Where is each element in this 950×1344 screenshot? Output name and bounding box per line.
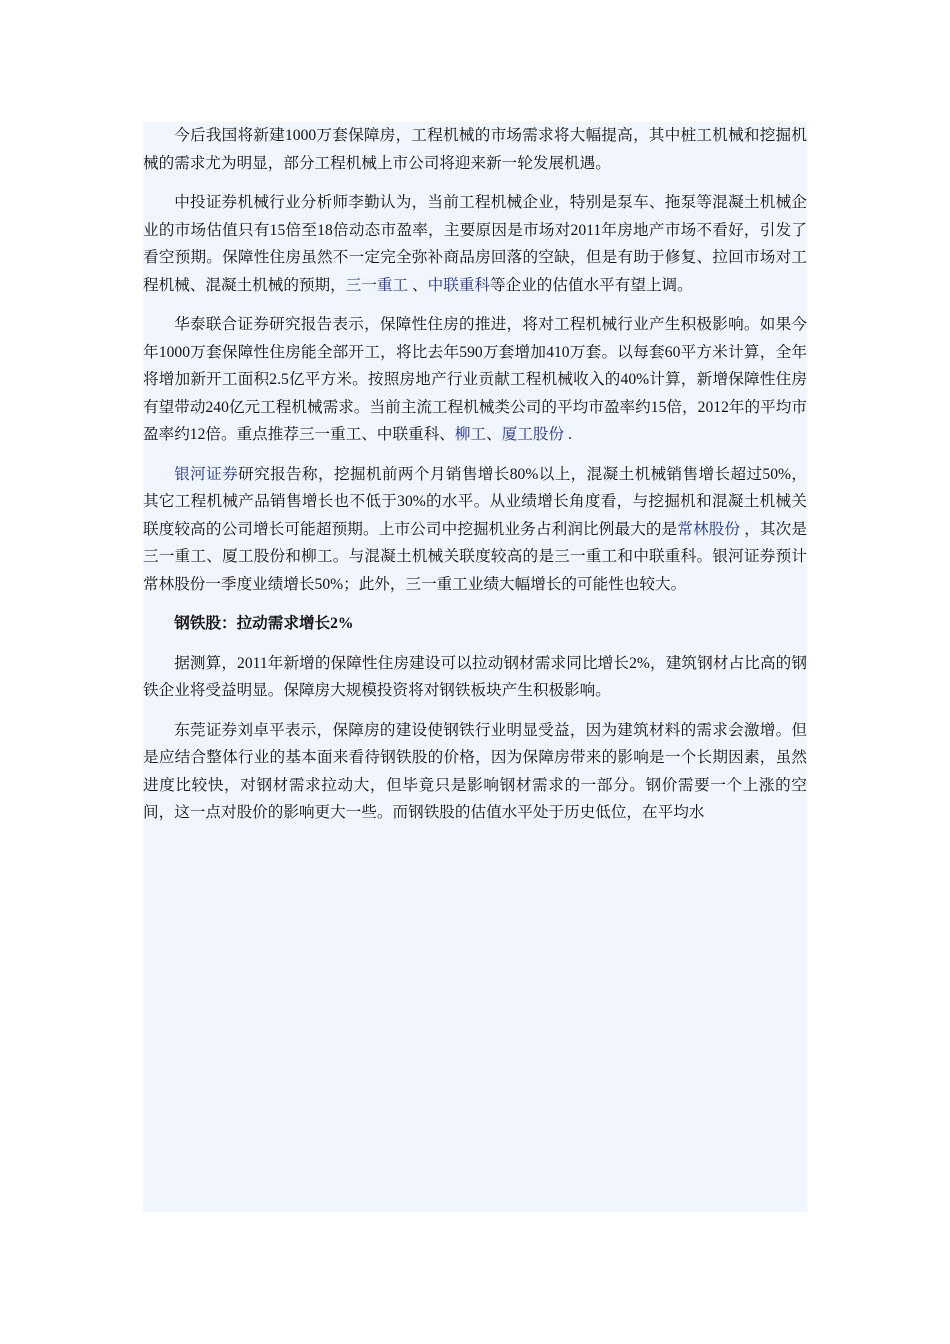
stock-link[interactable]: 柳工 <box>454 426 487 443</box>
article-paragraph <box>143 461 807 599</box>
paragraph-text: 钢铁股：拉动需求增长2% <box>174 615 354 632</box>
article-paragraph <box>143 189 807 299</box>
paragraph-text: 据测算，2011年新增的保障性住房建设可以拉动钢材需求同比增长2%，建筑钢材占比高的钢铁企业将受益明显。保障房大规模投资将对钢铁板块产生积极影响。 <box>143 654 807 699</box>
paragraph-text: . <box>564 426 572 443</box>
article-paragraph <box>143 650 807 705</box>
stock-link[interactable]: 银河证券 <box>174 465 239 483</box>
paragraph-text: 等企业的估值水平有望上调。 <box>490 276 693 294</box>
article-paragraph <box>143 717 807 827</box>
article-paragraph <box>143 311 807 449</box>
paragraph-text: 研究报告称，挖掘机前两个月销售增长80%以上，混凝土机械销售增长超过50%，其它工程机械产品销售增长也不低于30%的水平。从业绩增长角度看，与挖掘机和混凝土机械关联度较高的公司增长可能超预期。上市公司中挖掘机业务占利润比例最大的是 <box>143 465 807 538</box>
paragraph-text: 、 <box>408 276 428 294</box>
article-paragraph <box>143 122 807 177</box>
stock-link[interactable]: 常林股份 <box>677 520 741 538</box>
paragraph-text: 中投证券机械行业分析师李勤认为，当前工程机械企业，特别是泵车、拖泵等混凝土机械企业的市场估值只有15倍至18倍动态市盈率，主要原因是市场对2011年房地产市场不看好，引发了看空预期。保障性住房虽然不一定完全弥补商品房回落的空缺，但是有助于修复、拉回市场对工程机械、混凝土机械的预期， <box>143 194 807 294</box>
paragraph-text: 华泰联合证券研究报告表示，保障性住房的推进，将对工程机械行业产生积极影响。如果今年1000万套保障性住房能全部开工，将比去年590万套增加410万套。以每套60平方米计算，全年将增加新开工面积2.5亿平方米。按照房地产行业贡献工程机械收入的40%计算，新增保障性住房有望带动240亿元工程机械需求。当前主流工程机械类公司的平均市盈率约15倍，2012年的平均市盈率约12倍。重点推荐三一重工、中联重科、 <box>143 316 807 443</box>
stock-link[interactable]: 三一重工 <box>345 276 409 294</box>
stock-link[interactable]: 中联重科 <box>427 276 491 294</box>
article-body <box>143 122 807 839</box>
paragraph-text: 东莞证券刘卓平表示，保障房的建设使钢铁行业明显受益，因为建筑材料的需求会激增。但是应结合整体行业的基本面来看待钢铁股的价格，因为保障房带来的影响是一个长期因素，虽然进度比较快，对钢材需求拉动大，但毕竟只是影响钢材需求的一部分。钢价需要一个上涨的空间，这一点对股价的影响更大一些。而钢铁股的估值水平处于历史低位，在平均水 <box>143 721 807 821</box>
paragraph-text: 、 <box>486 426 502 443</box>
paragraph-text: ，其次是三一重工、厦工股份和柳工。与混凝土机械关联度较高的是三一重工和中联重科。银河证券预计常林股份一季度业绩增长50%；此外，三一重工业绩大幅增长的可能性也较大。 <box>143 520 807 593</box>
paragraph-text: 今后我国将新建1000万套保障房，工程机械的市场需求将大幅提高，其中桩工机械和挖掘机械的需求尤为明显，部分工程机械上市公司将迎来新一轮发展机遇。 <box>143 127 807 172</box>
section-heading <box>143 610 807 638</box>
stock-link[interactable]: 厦工股份 <box>501 426 565 443</box>
